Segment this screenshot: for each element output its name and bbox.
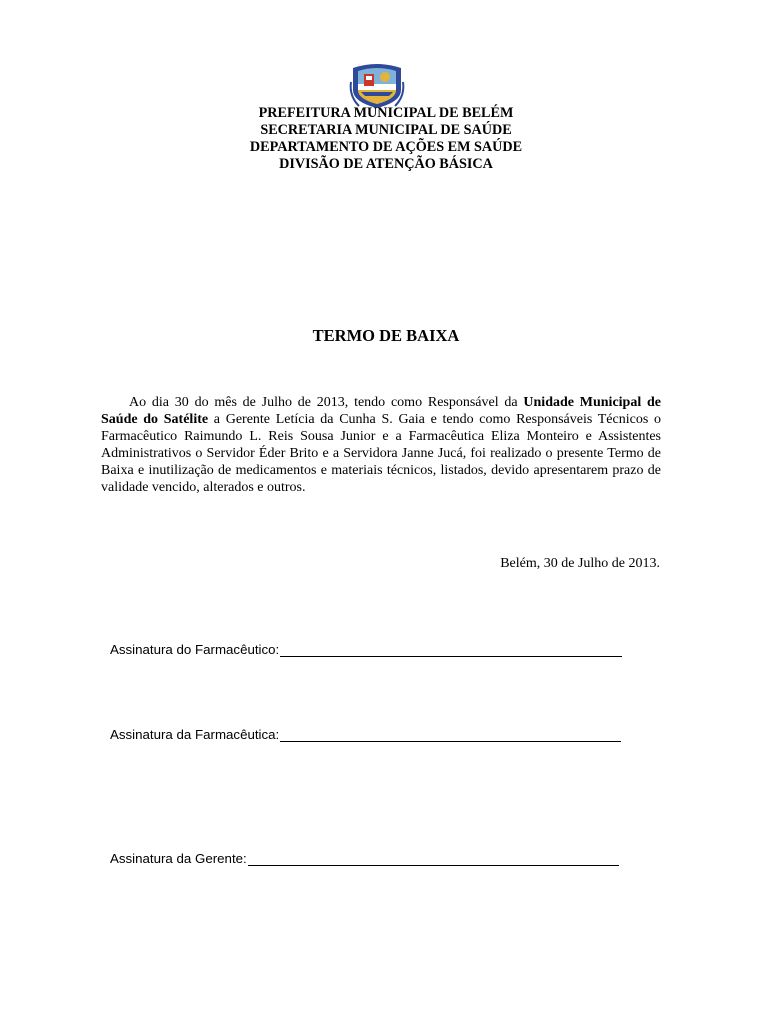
- signature-manager: [110, 851, 619, 866]
- signature-line: [248, 852, 619, 866]
- letterhead-secretaria: SECRETARIA MUNICIPAL DE SAÚDE: [260, 122, 512, 138]
- letterhead: [0, 105, 768, 173]
- signature-line: [280, 728, 621, 742]
- signature-label: Assinatura da Farmacêutica:: [110, 727, 280, 742]
- municipal-coat-of-arms-icon: [349, 62, 405, 108]
- letterhead-prefeitura: PREFEITURA MUNICIPAL DE BELÉM: [258, 105, 514, 121]
- body-text-part1: Ao dia 30 do mês de Julho de 2013, tendo como Responsável da: [129, 395, 524, 410]
- signature-line: [280, 643, 622, 657]
- body-paragraph: [101, 394, 661, 496]
- place-and-date: Belém, 30 de Julho de 2013.: [500, 556, 660, 571]
- signature-pharmacist-male: [110, 642, 622, 657]
- body-text-unit-name: Unidade Municipal de Saúde do Satélite: [101, 395, 662, 427]
- document-title: TERMO DE BAIXA: [312, 326, 460, 345]
- body-text-part2: a Gerente Letícia da Cunha S. Gaia e tendo como Responsáveis Técnicos o Farmacêutico Raimundo L. Reis Sousa Junior e a Farmacêutica Eliza Monteiro e Assistentes Administrativos o Servidor Éder Brito e a Servidora Janne Jucá, foi realizado o presente Termo de Baixa e inutilização de medicamentos e materiais técnicos, listados, devido apresentarem prazo de validade vencido, alterados e outros.: [101, 412, 661, 495]
- signature-pharmacist-female: [110, 727, 621, 742]
- signature-label: Assinatura do Farmacêutico:: [110, 642, 280, 657]
- letterhead-divisao: DIVISÃO DE ATENÇÃO BÁSICA: [279, 156, 493, 172]
- signature-label: Assinatura da Gerente:: [110, 851, 247, 866]
- letterhead-departamento: DEPARTAMENTO DE AÇÕES EM SAÚDE: [249, 139, 523, 155]
